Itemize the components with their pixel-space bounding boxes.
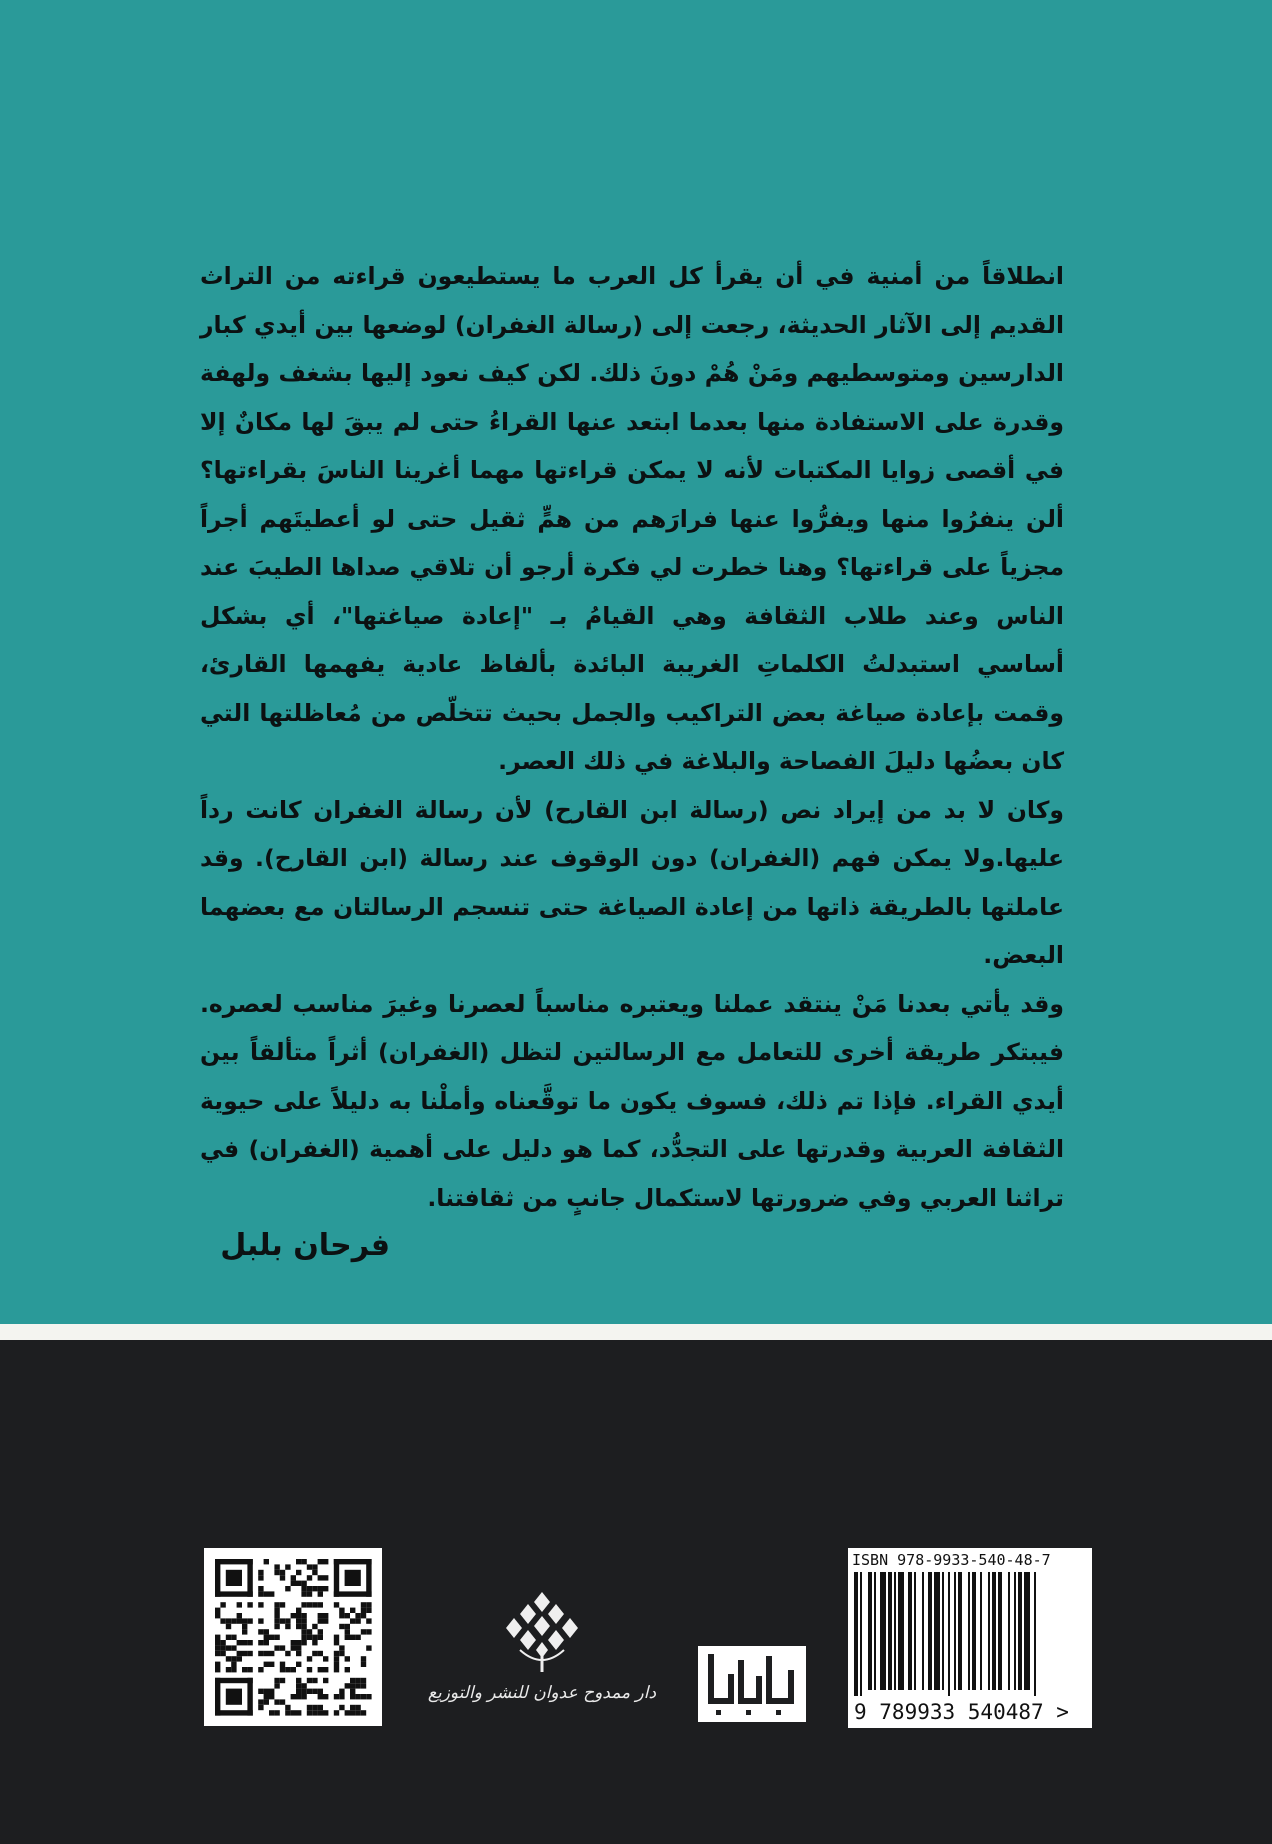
isbn-barcode xyxy=(848,1548,1092,1728)
flower-logo-icon xyxy=(500,1590,584,1674)
blurb-paragraph-3: وقد يأتي بعدنا مَنْ ينتقد عملنا ويعتبره مناسباً لعصرنا وغيرَ مناسب لعصره. فيبتكر طريقة أخرى للتعامل مع الرسالتين لتظل (الغفران) أثراً متألقاً بين أيدي القراء. فإذا تم ذلك، فسوف يكون ما توقَّعناه وأملْنا به دليلاً على حيوية الثقافة العربية وقدرتها على التجدُّد، كما هو دليل على أهمية (الغفران) في تراثنا العربي وفي ضرورتها لاستكمال جانبٍ من ثقافتنا. xyxy=(200,989,1064,1212)
separator-rule xyxy=(0,1324,1272,1340)
ean-digits: 9 789933 540487 > xyxy=(854,1700,1069,1724)
blurb-paragraph-1: انطلاقاً من أمنية في أن يقرأ كل العرب ما يستطيعون قراءته من التراث القديم إلى الآثار الحديثة، رجعت إلى (رسالة الغفران) لوضعها بين أيدي كبار الدارسين ومتوسطيهم ومَنْ هُمْ دونَ ذلك. لكن كيف نعود إليها بشغف ولهفة وقدرة على الاستفادة منها بعدما ابتعد عنها القراءُ حتى لم يبقَ لها مكانٌ إلا في أقصى زوايا المكتبات لأنه لا يمكن قراءتها مهما أغرينا الناسَ بقراءتها؟ ألن ينفرُوا منها ويفرُّوا عنها فرارَهم من همٍّ ثقيل حتى لو أعطيتَهم أجراً مجزياً على قراءتها؟ وهنا خطرت لي فكرة أرجو أن تلاقي صداها الطيبَ عند الناس وعند طلاب الثقافة وهي القيامُ بـ "إعادة صياغتها"، أي بشكل أساسي استبدلتُ الكلماتِ الغريبة البائدة بألفاظ عادية يفهمها القارئ، وقمت بإعادة صياغة بعض التراكيب والجمل بحيث تتخلّص من مُعاظلتها التي كان بعضُها دليلَ الفصاحة والبلاغة في ذلك العصر. xyxy=(200,262,1064,775)
back-cover-blurb xyxy=(200,252,1064,1222)
isbn-label: ISBN 978-9933-540-48-7 xyxy=(852,1551,1051,1569)
blurb-paragraph-2: وكان لا بد من إيراد نص (رسالة ابن القارح) لأن رسالة الغفران كانت رداً عليها.ولا يمكن فهم (الغفران) دون الوقوف عند رسالة (ابن القارح). وقد عاملتها بالطريقة ذاتها من إعادة الصياغة حتى تنسجم الرسالتان مع بعضهما البعض. xyxy=(200,795,1064,969)
barcode-bars xyxy=(852,1572,1088,1696)
publisher-name: دار ممدوح عدوان للنشر والتوزيع xyxy=(427,1683,657,1703)
author-name: فرحان بلبل xyxy=(220,1228,390,1263)
publisher-logo xyxy=(412,1590,672,1730)
qr-code-icon xyxy=(204,1548,382,1726)
babel-logo-icon xyxy=(698,1646,806,1722)
